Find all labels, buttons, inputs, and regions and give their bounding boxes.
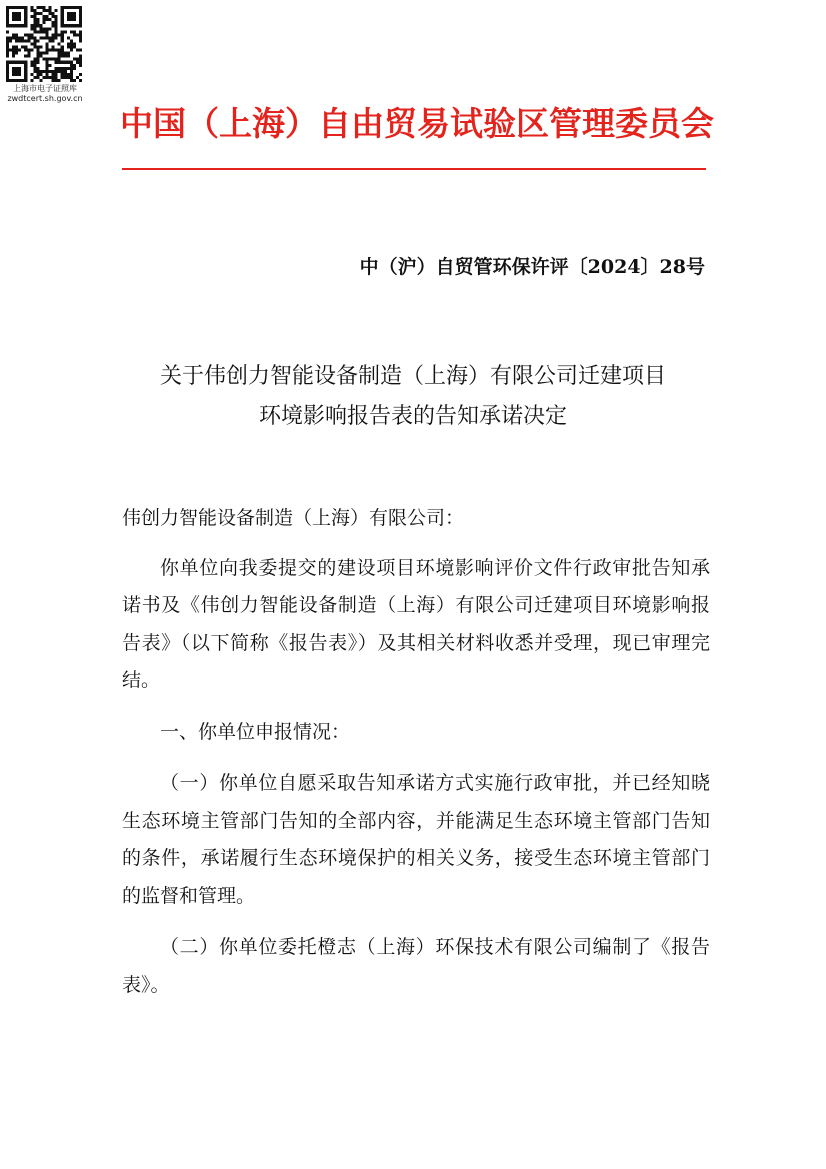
qr-caption-domain: zwdtcert.sh.gov.cn xyxy=(7,94,83,103)
title-line-1: 关于伟创力智能设备制造（上海）有限公司迁建项目 xyxy=(159,364,666,389)
red-divider xyxy=(122,168,706,170)
qr-code-icon xyxy=(6,6,82,82)
section-heading-1: 一、你单位申报情况： xyxy=(160,720,351,743)
paragraph-intro: 你单位向我委提交的建设项目环境影响评价文件行政审批告知承诺书及《伟创力智能设备制造（上海）有限公司迁建项目环境影响报告表》（以下简称《报告表》）及其相关材料收悉并受理，现已审理完结。 xyxy=(122,556,710,691)
item-2: （二）你单位委托橙志（上海）环保技术有限公司编制了《报告表》。 xyxy=(122,936,710,996)
document-title xyxy=(100,357,726,437)
document-body xyxy=(122,500,710,1004)
qr-caption-registry: 上海市电子证照库 xyxy=(13,84,77,93)
document-number: 中（沪）自贸管环保许评〔2024〕28号 xyxy=(359,256,705,278)
item-1: （一）你单位自愿采取告知承诺方式实施行政审批，并已经知晓生态环境主管部门告知的全部内容，并能满足生态环境主管部门告知的条件，承诺履行生态环境保护的相关义务，接受生态环境主管部门的监督和管理。 xyxy=(122,772,710,907)
agency-header: 中国（上海）自由贸易试验区管理委员会 xyxy=(120,104,714,143)
title-line-2: 环境影响报告表的告知承诺决定 xyxy=(258,404,567,429)
salutation: 伟创力智能设备制造（上海）有限公司： xyxy=(122,507,465,529)
